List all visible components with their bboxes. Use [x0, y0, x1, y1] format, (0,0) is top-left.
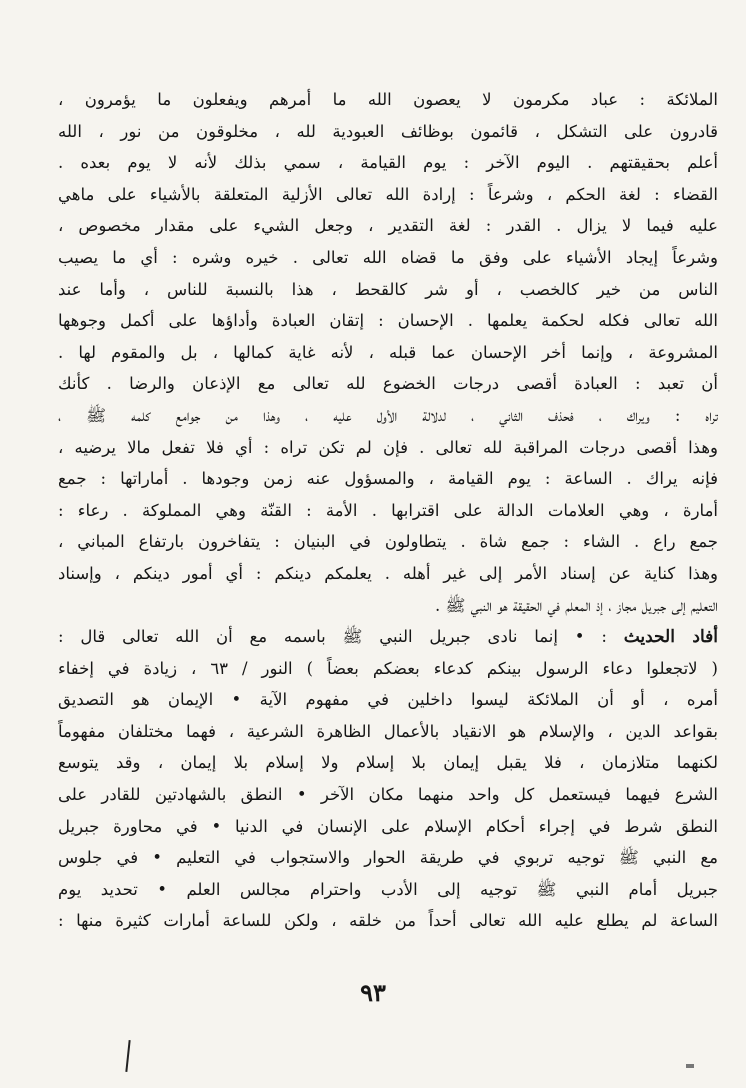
text-line: وشرعاً إيجاد الأشياء على وفق ما قضاه الله تعالى . خيره وشره : أي ما يصيب — [58, 247, 718, 267]
corner-mark — [686, 1064, 694, 1068]
text-line: التعليم إلى جبريل مجاز ، إذ المعلم في الحقيقة هو النبي ﷺ . — [434, 595, 718, 615]
section-line: أمره ، أو أن الملائكة ليسوا داخلين في مفهوم الآية • الإيمان هو التصديق — [58, 690, 718, 710]
text-line: وهذا كناية عن إسناد الأمر إلى غير أهله . يعلمكم دينكم : أي أمور دينكم ، وإسناد — [58, 563, 718, 583]
text-line: الناس من خير كالخصب ، أو شر كالقحط ، هذا بالنسبة للناس ، وأما عند — [58, 279, 718, 299]
text-line: المشروعة ، وإنما أخر الإحسان عما قبله ، لأنه غاية كمالها ، بل والمقوم لها . — [58, 342, 718, 362]
text-line: فإنه يراك . الساعة : يوم القيامة ، والمسؤول عنه زمن وجودها . أماراتها : جمع — [58, 469, 718, 489]
margin-mark — [125, 1040, 130, 1072]
text-line: أمارة ، وهي العلامات الدالة على اقترابها . الأمة : القنّة وهي المملوكة . رعاء : — [58, 500, 718, 520]
section-line: الساعة لم يطلع عليه الله تعالى أحداً من خلقه ، ولكن للساعة أمارات كثيرة منها : — [58, 911, 718, 931]
text-line: قادرون على التشكل ، قائمون بوظائف العبودية لله ، مخلوقون من نور ، الله — [58, 121, 718, 141]
text-line: أعلم بحقيقتهم . اليوم الآخر : يوم القيامة ، سمي بذلك لأنه لا يوم بعده . — [58, 153, 718, 173]
text-line: جمع راع . الشاء : جمع شاة . يتطاولون في البنيان : يتفاخرون بارتفاع المباني ، — [58, 532, 718, 552]
page-number: ٩٣ — [360, 978, 386, 1007]
text-line: وهذا أقصى درجات المراقبة لله تعالى . فإن لم تكن تراه : أي فلا تفعل مالا يرضيه ، — [58, 437, 718, 457]
section-first-line — [58, 621, 718, 653]
page-text — [58, 84, 718, 937]
section-line: جبريل أمام النبي ﷺ توجيه إلى الأدب واحترام مجالس العلم • تحديد يوم — [58, 879, 718, 899]
section-line: مع النبي ﷺ توجيه تربوي في طريقة الحوار والاستجواب في التعليم • في جلوس — [58, 848, 718, 868]
section-line: ( لاتجعلوا دعاء الرسول بينكم كدعاء بعضكم بعضاً ) النور / ٦٣ ، زيادة في إخفاء — [58, 658, 718, 678]
section-line: الشرع فيهما فيستعمل كل واحد منهما مكان الآخر • النطق بالشهادتين للقادر على — [58, 785, 718, 805]
text-line: الله تعالى فكله لحكمة يعلمها . الإحسان : إتقان العبادة وأداؤها على أكمل وجوهها — [58, 311, 718, 331]
text-line: عليه فيما لا يزال . القدر : لغة التقدير ، وجعل الشيء على مقدار مخصوص ، — [58, 216, 718, 236]
section-line: النطق شرط في إجراء أحكام الإسلام على الإنسان في الدنيا • في محاورة جبريل — [58, 816, 718, 836]
section-line: بقواعد الدين ، والإسلام هو الانقياد بالأعمال الظاهرة الشرعية ، فهما مختلفان مفهوماً — [58, 721, 718, 741]
section-line: لكنهما متلازمان ، فلا يقبل إيمان بلا إسلام ولا إسلام بلا إيمان ، وقد يتوسع — [58, 753, 718, 773]
text-line: الملائكة : عباد مكرمون لا يعصون الله ما أمرهم ويفعلون ما يؤمرون ، — [58, 90, 718, 109]
text-line: أن تعبد : العبادة أقصى درجات الخضوع لله تعالى مع الإذعان والرضا . كأنك — [58, 374, 718, 394]
section-line-text: : • إنما نادى جبريل النبي ﷺ باسمه مع أن الله تعالى قال : — [58, 627, 607, 647]
text-line: تراه : ويراك ، فحذف الثاني ، لدلالة الأول عليه ، وهذا من جوامع كلمه ﷺ ، — [58, 405, 718, 425]
text-line: القضاء : لغة الحكم ، وشرعاً : إرادة الله تعالى الأزلية المتعلقة بالأشياء على ماهي — [58, 184, 718, 204]
section-heading: أفاد الحديث — [623, 627, 718, 648]
